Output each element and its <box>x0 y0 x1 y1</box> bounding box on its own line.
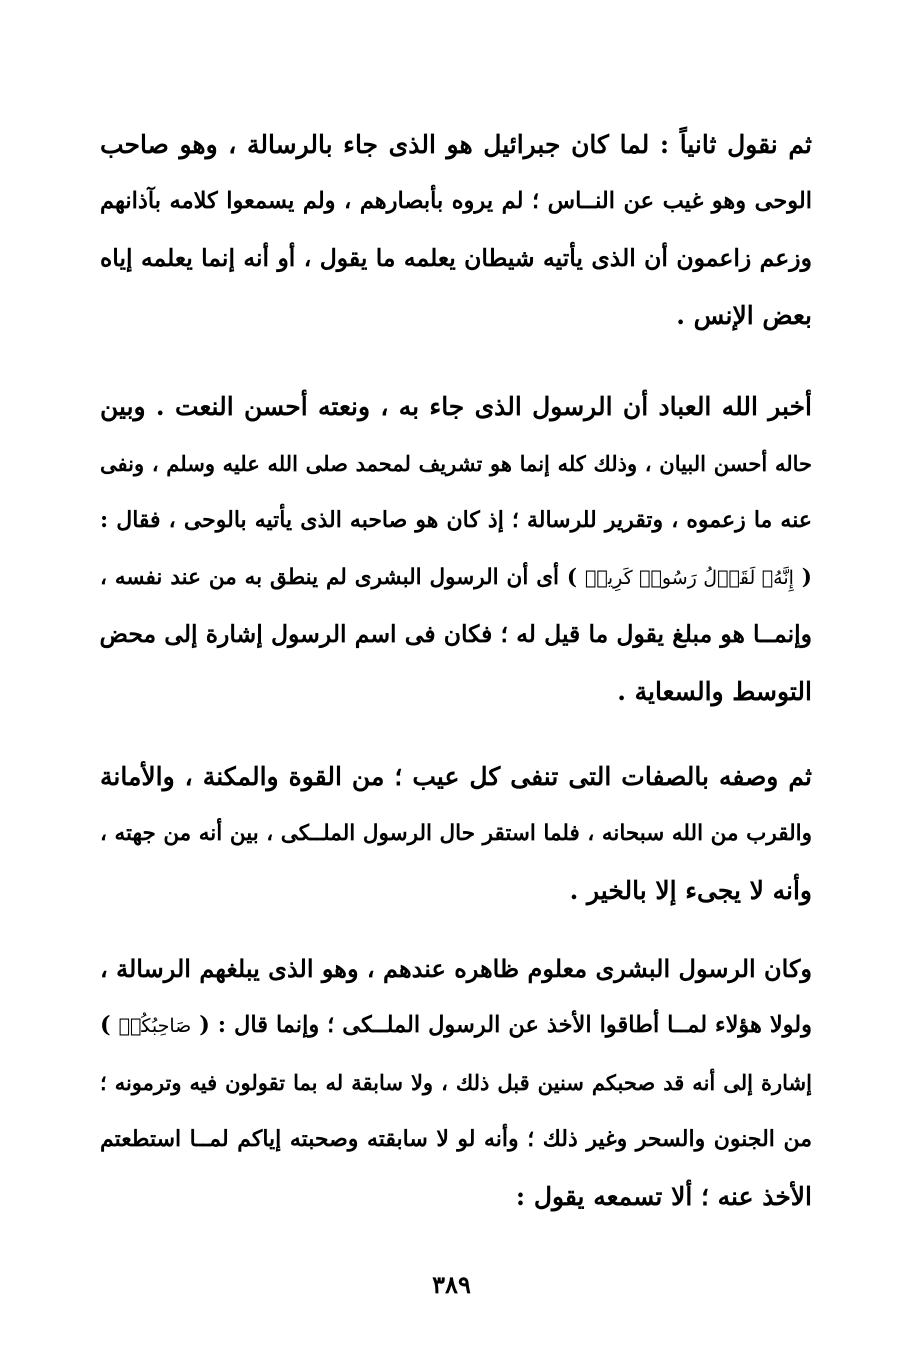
text-line: وزعم زاعمون أن الذى يأتيه شيطان يعلمه ما يقول ، أو أنه إنما يعلمه إياه <box>100 244 812 272</box>
paragraph-4 <box>100 940 812 1225</box>
quran-quote: إِنَّهُۥ لَقَوۡلُ رَسُولٖ كَرِيمٖ <box>585 567 794 589</box>
text-line-with-quran-quote <box>100 549 812 606</box>
text-line: ثم وصفه بالصفات التى تنفى كل عيب ؛ من القوة والمكنة ، والأمانة <box>100 762 812 791</box>
text-line: أخبر الله العباد أن الرسول الذى جاء به ، ونعته أحسن النعت . وبين <box>100 392 812 421</box>
quran-quote: صَاحِبُكُمۡ <box>118 1015 192 1037</box>
text-line: بعض الإنس . <box>676 301 812 330</box>
text-line: حاله أحسن البيان ، وذلك كله إنما هو تشريف لمحمد صلى الله عليه وسلم ، ونفى <box>100 451 812 476</box>
text-line: والقرب من الله سبحانه ، فلما استقر حال الرسول الملــكى ، بين أنه من جهته ، <box>100 821 812 846</box>
text-line: وكان الرسول البشرى معلوم ظاهره عندهم ، وهو الذى يبلغهم الرسالة ، <box>100 954 812 983</box>
paren-close: ) <box>100 1012 119 1038</box>
paragraph-2 <box>100 378 812 720</box>
text-line: إشارة إلى أنه قد صحبكم سنين قبل ذلك ، ولا سابقة له بما تقولون فيه وترمونه ؛ <box>100 1070 812 1095</box>
page-number: ٣٨٩ <box>432 1270 471 1299</box>
text-line: وأنه لا يجىء إلا بالخير . <box>569 876 812 905</box>
text-line: ثم نقول ثانياً : لما كان جبرائيل هو الذى جاء بالرسالة ، وهو صاحب <box>100 130 812 159</box>
text-line-with-quran-quote <box>100 997 812 1054</box>
line-remainder: ) أى أن الرسول البشرى لم ينطق به من عند نفسه ، <box>100 565 586 590</box>
paragraph-1 <box>100 116 812 344</box>
text-line: من الجنون والسحر وغير ذلك ؛ وأنه لو لا سابقته وصحبته إياكم لمــا استطعتم <box>100 1126 812 1152</box>
paragraph-3 <box>100 748 812 919</box>
text-line: الأخذ عنه ؛ ألا تسمعه يقول : <box>515 1182 812 1211</box>
line-start: ولولا هؤلاء لمــا أطاقوا الأخذ عن الرسول الملــكى ؛ وإنما قال : ( <box>191 1012 812 1038</box>
text-line: الوحى وهو غيب عن النــاس ؛ لم يروه بأبصارهم ، ولم يسمعوا كلامه بآذانهم <box>100 188 812 214</box>
text-line: عنه ما زعموه ، وتقرير للرسالة ؛ إذ كان هو صاحبه الذى يأتيه بالوحى ، فقال : <box>100 507 812 533</box>
text-line: وإنمــا هو مبلغ يقول ما قيل له ؛ فكان فى اسم الرسول إشارة إلى محض <box>100 620 812 648</box>
text-line: التوسط والسعاية . <box>617 677 812 706</box>
paren-open: ( <box>793 565 812 590</box>
